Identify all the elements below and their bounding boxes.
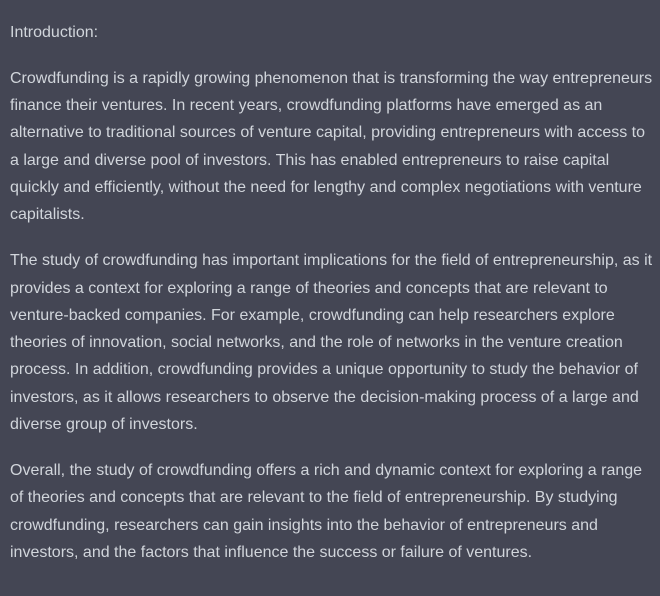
response-paragraph-2: The study of crowdfunding has important implications for the field of entrepreneurship, as it provides a context for exploring a range of theories and concepts that are relevant to venture-backed companies. For example, crowdfunding can help researchers explore theories of innovation, social networks, and the role of networks in the venture creation process. In addition, crowdfunding provides a unique opportunity to study the behavior of investors, as it allows researchers to observe the decision-making process of a large and diverse group of investors. xyxy=(10,252,653,434)
response-paragraph-1: Crowdfunding is a rapidly growing phenomenon that is transforming the way entrepreneurs finance their ventures. In recent years, crowdfunding platforms have emerged as an alternative to traditional sources of venture capital, providing entrepreneurs with access to a large and diverse pool of investors. This has enabled entrepreneurs to raise capital quickly and efficiently, without the need for lengthy and complex negotiations with venture capitalists. xyxy=(10,69,653,224)
response-heading: Introduction: xyxy=(10,24,99,41)
response-paragraph-3: Overall, the study of crowdfunding offers a rich and dynamic context for exploring a range of theories and concepts that are relevant to the field of entrepreneurship. By studying crowdfunding, researchers can gain insights into the behavior of entrepreneurs and investors, and the factors that influence the success or failure of ventures. xyxy=(10,461,643,561)
